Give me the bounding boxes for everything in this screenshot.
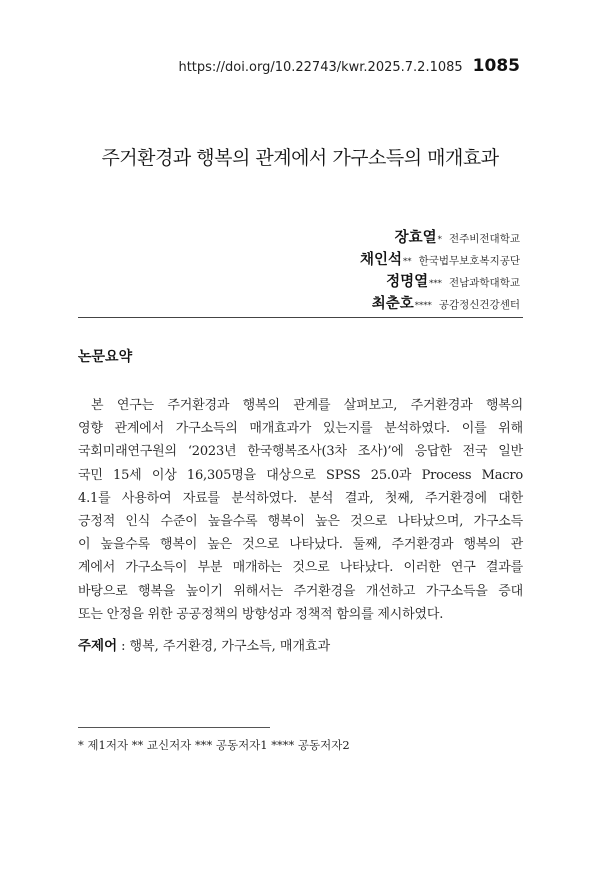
keywords [78,634,330,654]
abstract-line: 바탕으로 행복을 높이기 위해서는 주거환경을 개선하고 가구소득을 증대 [78,583,523,599]
abstract-line: 국민 15세 이상 16,305명을 대상으로 SPSS 25.0과 Process Macro [78,467,523,483]
keywords-separator: : [121,639,126,654]
footnote: * 제1저자 ** 교신저자 *** 공동저자1 **** 공동저자2 [78,738,350,752]
header-divider [78,317,523,318]
author-marker: *** [429,279,442,289]
author-affiliation: 한국법무보호복지공단 [418,255,520,267]
author-marker: **** [414,301,432,311]
author-affiliation: 전주비전대학교 [448,233,520,245]
page-header [178,56,520,76]
page-number: 1085 [472,56,520,76]
keywords-label: 주제어 [78,638,118,654]
author-list [360,226,520,314]
author-entry [360,226,520,248]
abstract-line: 본 연구는 주거환경과 행복의 관계를 살펴보고, 주거환경과 행복의 [91,398,523,413]
footnote-divider [78,727,270,728]
author-entry [360,292,520,314]
abstract-line: 국회미래연구원의 ‘2023년 한국행복조사(3차 조사)’에 응답한 전국 일반 [78,444,523,460]
abstract-line: 긍정적 인식 수준이 높을수록 행복이 높은 것으로 나타났으며, 가구소득 [78,513,523,529]
author-affiliation: 공감정신건강센터 [438,299,520,311]
author-marker: * [437,235,442,245]
paper-title: 주거환경과 행복의 관계에서 가구소득의 매개효과 [101,147,499,169]
abstract-line: 계에서 가구소득이 부분 매개하는 것으로 나타났다. 이러한 연구 결과를 [78,560,523,576]
author-entry [360,270,520,292]
doi-link[interactable]: https://doi.org/10.22743/kwr.2025.7.2.1085 [178,60,463,75]
author-name: 장효열 [394,230,437,246]
author-name: 정명열 [386,274,429,290]
abstract-body [78,394,523,626]
author-affiliation: 전남과학대학교 [448,277,520,289]
abstract-line: 4.1를 사용하여 자료를 분석하였다. 분석 결과, 첫째, 주거환경에 대한 [78,490,523,506]
abstract-line: 또는 안정을 위한 공공정책의 방향성과 정책적 함의를 제시하였다. [78,606,444,622]
author-name: 채인석 [359,252,402,268]
keywords-text: 행복, 주거환경, 가구소득, 매개효과 [129,639,331,654]
abstract-heading: 논문요약 [78,349,133,365]
author-marker: ** [402,257,412,267]
author-name: 최춘호 [371,296,414,312]
author-entry [360,248,520,270]
abstract-line: 영향 관계에서 가구소득의 매개효과가 있는지를 분석하였다. 이를 위해 [78,421,523,437]
abstract-line: 이 높을수록 행복이 높은 것으로 나타났다. 둘째, 주거환경과 행복의 관 [78,537,523,553]
